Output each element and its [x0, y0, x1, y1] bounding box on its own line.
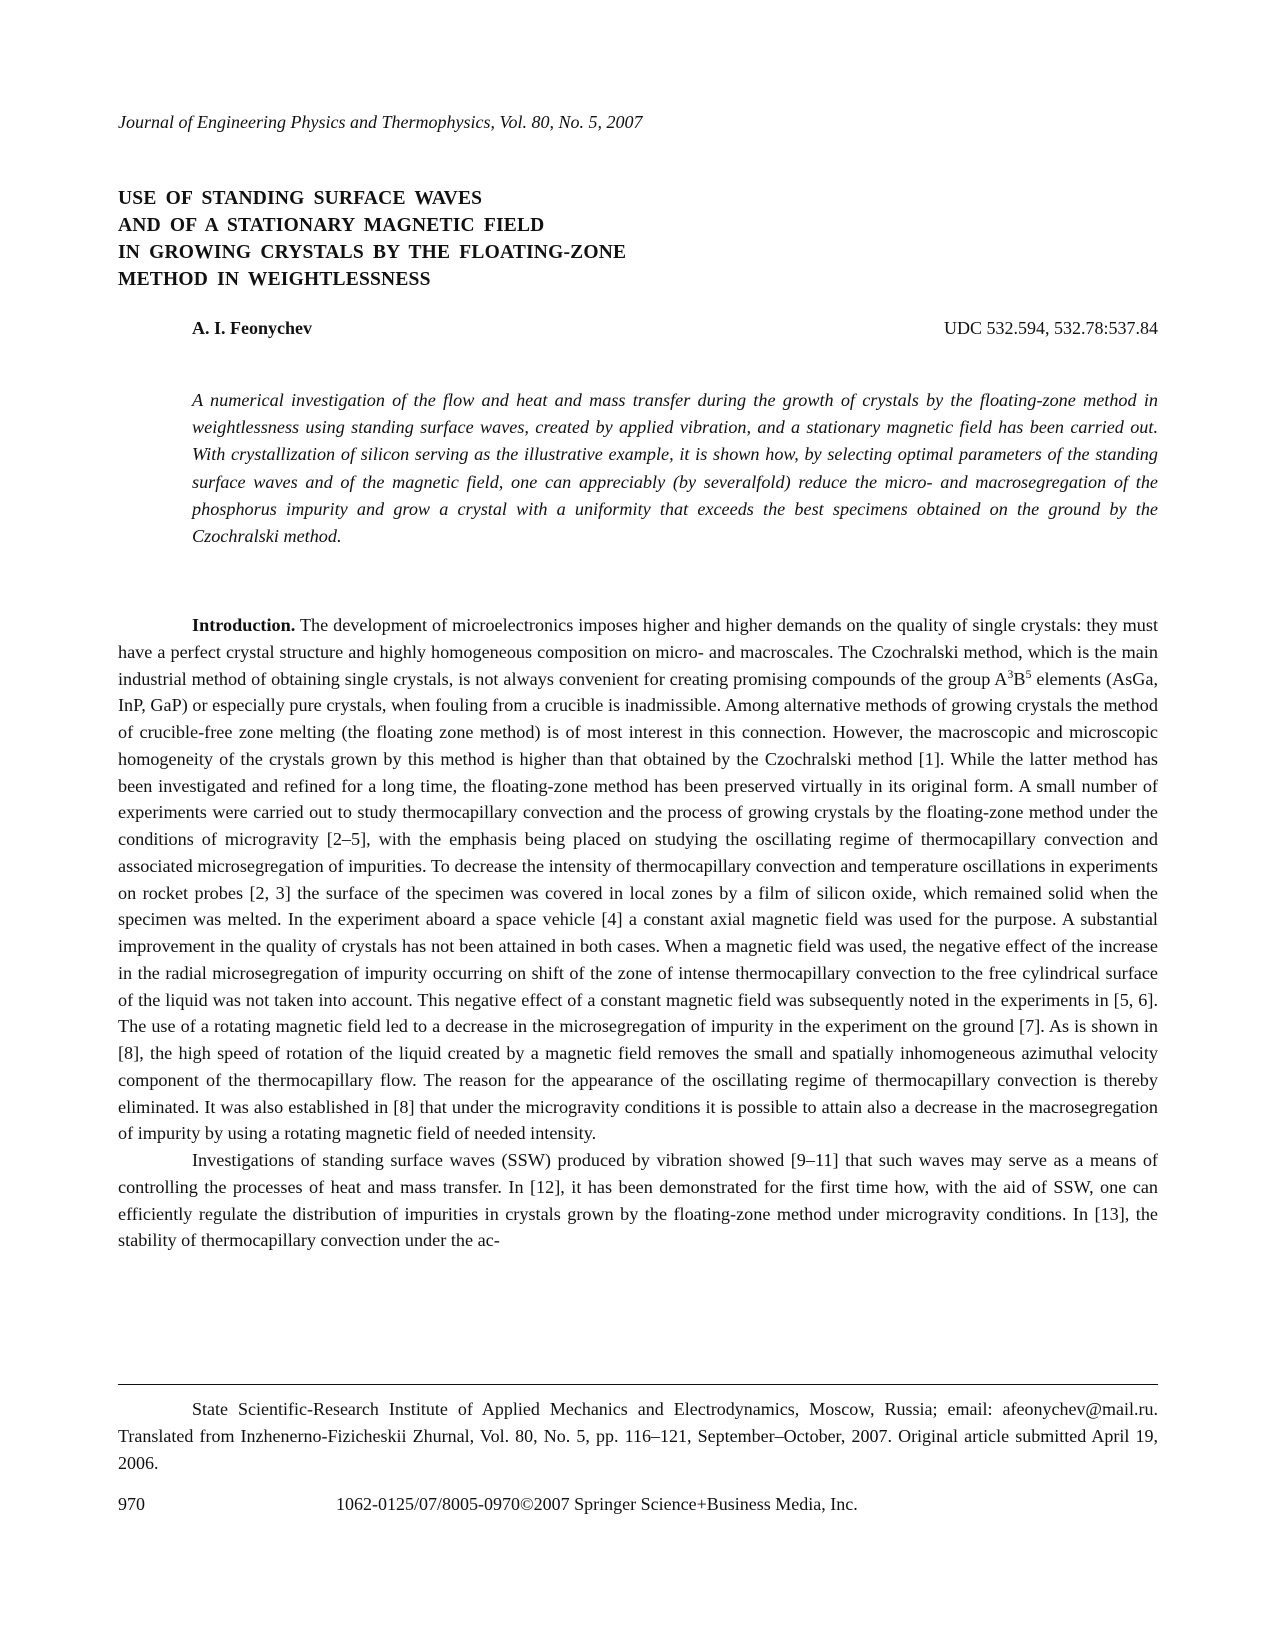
article-title: [118, 185, 626, 293]
paragraph-text: elements (AsGa, InP, GaP) or especially pure crystals, when fouling from a crucible is inadmissible. Among alternative methods of growing crystals the method of crucible-free zone melting (the floating zone method) is of most interest in this connection. However, the macroscopic and microscopic homogeneity of the crystals grown by this method is higher than that obtained by the Czochralski method [1]. While the latter method has been investigated and refined for a long time, the floating-zone method has been preserved virtually in its original form. A small number of experiments were carried out to study thermocapillary convection and the process of growing crystals by the floating-zone method under the conditions of microgravity [2–5], with the emphasis being placed on studying the oscillating regime of thermocapillary convection and associated microsegregation of impurities. To decrease the intensity of thermocapillary convection and temperature oscillations in experiments on rocket probes [2, 3] the surface of the specimen was covered in local zones by a film of silicon oxide, which remained solid when the specimen was melted. In the experiment aboard a space vehicle [4] a constant axial magnetic field was used for the purpose. A substantial improvement in the quality of crystals has not been attained in both cases. When a magnetic field was used, the negative effect of the increase in the radial microsegregation of impurity occurring on shift of the zone of intense thermocapillary convection to the free cylindrical surface of the liquid was not taken into account. This negative effect of a constant magnetic field was subsequently noted in the experiments in [5, 6]. The use of a rotating magnetic field led to a decrease in the microsegregation of impurity in the experiment on the ground [7]. As is shown in [8], the high speed of rotation of the liquid created by a magnetic field removes the small and spatially inhomogeneous azimuthal velocity component of the thermocapillary flow. The reason for the appearance of the oscillating regime of thermocapillary convection is thereby eliminated. It was also established in [8] that under the microgravity conditions it is possible to attain also a decrease in the macrosegregation of impurity by using a rotating magnetic field of needed intensity.: [118, 668, 1159, 1144]
footnote-divider: [118, 1384, 1158, 1385]
paragraph-introduction: [118, 612, 1158, 1147]
footnote-text: State Scientific-Research Institute of Applied Mechanics and Electrodynamics, Moscow, Russia; email: afeonychev@mail.ru. Translated from Inzhenerno-Fizicheskii Zhurnal, Vol. 80, No. 5, pp. 116–121, September–October, 2007. Original article submitted April 19, 2006.: [118, 1399, 1158, 1473]
page-number: 970: [118, 1494, 145, 1514]
journal-citation: Journal of Engineering Physics and Thermophysics, Vol. 80, No. 5, 2007: [118, 112, 643, 132]
title-line: AND OF A STATIONARY MAGNETIC FIELD: [118, 215, 545, 236]
paragraph-text: B: [1013, 668, 1026, 689]
superscript: 3: [1007, 666, 1014, 681]
superscript: 5: [1025, 666, 1032, 681]
section-heading-introduction: Introduction.: [192, 615, 296, 635]
paragraph-ssw: Investigations of standing surface waves (SSW) produced by vibration showed [9–11] that such waves may serve as a means of controlling the processes of heat and mass transfer. In [12], it has been demonstrated for the first time how, with the aid of SSW, one can efficiently regulate the distribution of impurities in crystals grown by the floating-zone method under microgravity conditions. In [13], the stability of thermocapillary convection under the ac-: [118, 1150, 1158, 1251]
body-text: [118, 612, 1158, 1254]
copyright-line: 1062-0125/07/8005-0970©2007 Springer Science+Business Media, Inc.: [336, 1494, 858, 1514]
udc-code: UDC 532.594, 532.78:537.84: [943, 318, 1158, 338]
title-line: USE OF STANDING SURFACE WAVES: [118, 188, 483, 209]
author-name: A. I. Feonychev: [192, 318, 312, 338]
footnote: [118, 1396, 1158, 1477]
paragraph-text: The development of microelectronics imposes higher and higher demands on the quality of single crystals: they must have a perfect crystal structure and highly homogeneous composition on micro- and macroscales. The Czochralski method, which is the main industrial method of obtaining single crystals, is not always convenient for creating promising compounds of the group A: [118, 615, 1159, 689]
title-line: IN GROWING CRYSTALS BY THE FLOATING-ZONE: [118, 242, 627, 263]
title-line: METHOD IN WEIGHTLESSNESS: [118, 269, 431, 290]
abstract: A numerical investigation of the flow and heat and mass transfer during the growth of crystals by the floating-zone method in weightlessness using standing surface waves, created by applied vibration, and a stationary magnetic field has been carried out. With crystallization of silicon serving as the illustrative example, it is shown how, by selecting optimal parameters of the standing surface waves and of the magnetic field, one can appreciably (by severalfold) reduce the micro- and macrosegregation of the phosphorus impurity and grow a crystal with a uniformity that exceeds the best specimens obtained on the ground by the Czochralski method.: [192, 390, 1158, 547]
